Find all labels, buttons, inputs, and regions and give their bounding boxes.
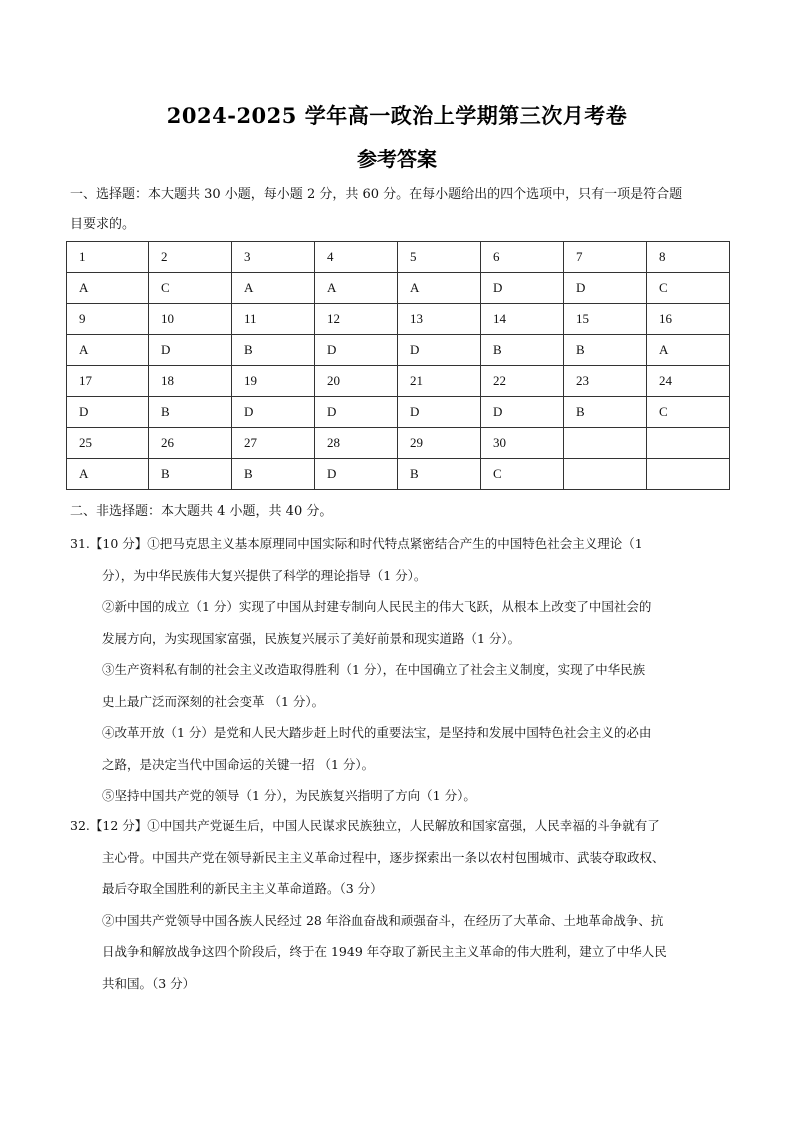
table-cell: D: [481, 397, 564, 428]
section2-heading: [70, 497, 730, 527]
table-cell: 3: [232, 242, 315, 273]
q32-line: 主心骨。中国共产党在领导新民主主义革命过程中，逐步探索出一条以农村包围城市、武装夺取政权、: [102, 849, 665, 865]
q31-line: ②新中国的成立（1 分）实现了中国从封建专制向人民民主的伟大飞跃，从根本上改变了中国社会的: [102, 599, 652, 614]
table-cell: D: [398, 335, 481, 366]
table-cell: [564, 428, 647, 459]
table-cell: B: [232, 335, 315, 366]
q32-line: ②中国共产党领导中国各族人民经过 28 年浴血奋战和顽强奋斗，在经历了大革命、土地革命战争、抗: [102, 912, 664, 928]
q31-line: 史上最广泛而深刻的社会变革 （1 分）。: [102, 693, 325, 709]
table-cell: 26: [149, 428, 232, 459]
table-cell: 29: [398, 428, 481, 459]
table-cell: 22: [481, 366, 564, 397]
q32-line: 日战争和解放战争这四个阶段后，终于在 1949 年夺取了新民主主义革命的伟大胜利，建立了中华人民: [102, 944, 667, 959]
q32-line: 共和国。（3 分）: [102, 975, 196, 991]
table-cell: D: [315, 335, 398, 366]
table-cell: [647, 428, 730, 459]
question-31-answer: [70, 528, 730, 812]
table-cell: C: [647, 273, 730, 304]
table-cell: 4: [315, 242, 398, 273]
section1-heading-line1: 一、选择题：本大题共 30 小题，每小题 2 分，共 60 分。在每小题给出的四个选项中，只有一项是符合题: [70, 187, 683, 202]
table-cell: 19: [232, 366, 315, 397]
table-cell: 5: [398, 242, 481, 273]
table-cell: 16: [647, 304, 730, 335]
section1-heading: [70, 180, 730, 240]
table-row: [67, 397, 730, 428]
q31-line: ⑤坚持中国共产党的领导（1 分），为民族复兴指明了方向（1 分）。: [102, 788, 476, 803]
table-cell: 11: [232, 304, 315, 335]
table-cell: C: [149, 273, 232, 304]
table-cell: 9: [67, 304, 149, 335]
table-cell: B: [149, 397, 232, 428]
q31-line: ③生产资料私有制的社会主义改造取得胜利（1 分），在中国确立了社会主义制度，实现了中华民族: [102, 662, 646, 677]
table-cell: D: [398, 397, 481, 428]
table-row: [67, 273, 730, 304]
table-cell: D: [149, 335, 232, 366]
table-row: [67, 459, 730, 490]
table-cell: 1: [67, 242, 149, 273]
table-cell: 30: [481, 428, 564, 459]
table-cell: B: [398, 459, 481, 490]
page-title: 2024-2025 学年高一政治上学期第三次月考卷: [166, 103, 628, 128]
table-row: [67, 335, 730, 366]
q31-line: 31.【10 分】①把马克思主义基本原理同中国实际和时代特点紧密结合产生的中国特色社会主义理论（1: [70, 536, 643, 551]
table-cell: 7: [564, 242, 647, 273]
table-cell: B: [564, 397, 647, 428]
table-cell: 2: [149, 242, 232, 273]
table-cell: 18: [149, 366, 232, 397]
table-cell: C: [481, 459, 564, 490]
table-cell: A: [67, 335, 149, 366]
table-cell: [647, 459, 730, 490]
table-cell: C: [647, 397, 730, 428]
table-cell: B: [232, 459, 315, 490]
table-cell: 8: [647, 242, 730, 273]
table-cell: D: [564, 273, 647, 304]
answer-table: [66, 241, 730, 490]
table-cell: 28: [315, 428, 398, 459]
answer-table-body: [67, 242, 730, 490]
q31-line: 之路，是决定当代中国命运的关键一招 （1 分）。: [102, 756, 375, 772]
section2-heading-text: 二、非选择题：本大题共 4 小题，共 40 分。: [70, 504, 333, 519]
table-cell: B: [481, 335, 564, 366]
table-cell: 13: [398, 304, 481, 335]
table-cell: D: [67, 397, 149, 428]
q31-line: 分），为中华民族伟大复兴提供了科学的理论指导（1 分）。: [102, 567, 427, 583]
table-cell: 24: [647, 366, 730, 397]
table-cell: B: [149, 459, 232, 490]
table-cell: A: [398, 273, 481, 304]
table-cell: D: [481, 273, 564, 304]
table-cell: 14: [481, 304, 564, 335]
table-cell: B: [564, 335, 647, 366]
q31-line: 发展方向，为实现国家富强，民族复兴展示了美好前景和现实道路（1 分）。: [102, 630, 521, 646]
table-cell: 25: [67, 428, 149, 459]
table-cell: 20: [315, 366, 398, 397]
page-subtitle: 参考答案: [357, 147, 437, 171]
table-cell: 23: [564, 366, 647, 397]
table-row: [67, 242, 730, 273]
section1-heading-line2: 目要求的。: [70, 217, 136, 232]
q32-line: 最后夺取全国胜利的新民主主义革命道路。（3 分）: [102, 881, 383, 896]
q31-line: ④改革开放（1 分）是党和人民大踏步赶上时代的重要法宝，是坚持和发展中国特色社会主义的必由: [102, 725, 652, 740]
table-cell: A: [315, 273, 398, 304]
table-cell: A: [67, 273, 149, 304]
table-cell: 12: [315, 304, 398, 335]
table-cell: 6: [481, 242, 564, 273]
table-row: [67, 428, 730, 459]
table-cell: [564, 459, 647, 490]
table-cell: D: [315, 459, 398, 490]
q32-line: 32.【12 分】①中国共产党诞生后，中国人民谋求民族独立，人民解放和国家富强，人民幸福的斗争就有了: [70, 818, 660, 833]
table-cell: D: [232, 397, 315, 428]
table-row: [67, 304, 730, 335]
table-cell: A: [232, 273, 315, 304]
table-cell: 21: [398, 366, 481, 397]
table-cell: 17: [67, 366, 149, 397]
table-row: [67, 366, 730, 397]
table-cell: A: [67, 459, 149, 490]
table-cell: A: [647, 335, 730, 366]
question-32-answer: [70, 810, 730, 999]
table-cell: D: [315, 397, 398, 428]
table-cell: 10: [149, 304, 232, 335]
table-cell: 27: [232, 428, 315, 459]
table-cell: 15: [564, 304, 647, 335]
